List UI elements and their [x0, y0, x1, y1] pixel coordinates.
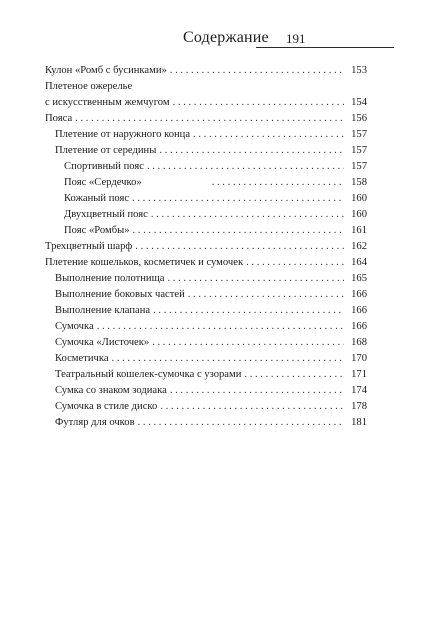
toc-dot-leader — [147, 159, 344, 175]
toc-entry — [45, 255, 367, 271]
toc-dot-leader — [97, 319, 344, 335]
toc-dot-leader — [193, 127, 344, 143]
toc-dot-leader — [188, 287, 344, 303]
page-number: 191 — [286, 31, 306, 46]
toc-dot-leader — [246, 255, 344, 271]
toc-entry — [55, 383, 367, 399]
toc-dot-leader — [160, 399, 344, 415]
toc-entry-page: 165 — [351, 273, 367, 284]
toc-dot-leader — [135, 239, 344, 255]
toc-entry-page: 160 — [351, 209, 367, 220]
toc-entry-title: Пояса — [45, 113, 73, 124]
toc-dot-leader — [138, 415, 344, 431]
toc-entry — [55, 287, 367, 303]
toc-dot-leader — [212, 175, 344, 191]
toc-entry-title: Двухцветный пояс — [64, 209, 148, 220]
toc-dot-leader — [159, 143, 344, 159]
toc-entry-page: 157 — [351, 161, 367, 172]
toc-entry — [55, 367, 367, 383]
toc-entry-page: 158 — [351, 177, 367, 188]
toc-dot-leader — [112, 351, 344, 367]
toc-entry-page: 153 — [351, 65, 367, 76]
toc-entry-title: Плетение кошельков, косметичек и сумочек — [45, 257, 244, 268]
toc-entry-title: Сумочка — [55, 321, 94, 332]
page-title: Содержание — [183, 29, 269, 46]
toc-entry-title: Спортивный пояс — [64, 161, 144, 172]
toc-entry-title: Сумочка в стиле диско — [55, 401, 158, 412]
toc-dot-leader — [153, 303, 344, 319]
toc-entry-title: Футляр для очков — [55, 417, 135, 428]
toc-entry-page: 166 — [351, 289, 367, 300]
toc-entry — [55, 351, 367, 367]
toc-entry-page: 160 — [351, 193, 367, 204]
toc-entry-title: Трехцветный шарф — [45, 241, 133, 252]
toc-entry — [64, 223, 367, 239]
toc-entry — [45, 79, 367, 95]
toc-entry-page: 174 — [351, 385, 367, 396]
toc-entry — [55, 271, 367, 287]
toc-entry — [45, 111, 367, 127]
toc-entry-page: 161 — [351, 225, 367, 236]
toc-entry-title: Пояс «Сердечко» — [64, 177, 142, 188]
toc-dot-leader — [167, 271, 344, 287]
toc-entry — [55, 143, 367, 159]
toc-entry-title: Сумочка «Листочек» — [55, 337, 150, 348]
toc-dot-leader — [132, 191, 344, 207]
toc-entry-title: Выполнение клапана — [55, 305, 151, 316]
toc-dot-leader — [170, 63, 344, 79]
toc-entry — [55, 399, 367, 415]
toc-entry — [55, 303, 367, 319]
toc-entry-page: 181 — [351, 417, 367, 428]
toc-entry-title: Выполнение боковых частей — [55, 289, 185, 300]
toc-entry — [45, 239, 367, 255]
toc-dot-leader — [151, 207, 344, 223]
toc-entry-page: 178 — [351, 401, 367, 412]
toc-entry-page: 168 — [351, 337, 367, 348]
toc-entry-title: Театральный кошелек-сумочка с узорами — [55, 369, 242, 380]
toc-entry-title: Плетеное ожерелье — [45, 81, 133, 92]
toc-entry-title: Выполнение полотнища — [55, 273, 165, 284]
toc-entry — [55, 415, 367, 431]
toc-entry-page: 154 — [351, 97, 367, 108]
toc-entry-page: 170 — [351, 353, 367, 364]
toc-entry-title: Плетение от наружного конца — [55, 129, 191, 140]
toc-entry-title: Косметичка — [55, 353, 109, 364]
toc-entry — [45, 95, 367, 111]
toc-entry-title: Сумка со знаком зодиака — [55, 385, 167, 396]
toc-entry-page: 157 — [351, 145, 367, 156]
toc-entry-page: 162 — [351, 241, 367, 252]
toc-entry — [64, 207, 367, 223]
toc-dot-leader — [244, 367, 344, 383]
toc-entry — [45, 63, 367, 79]
toc-entry — [64, 159, 367, 175]
toc-entry — [55, 127, 367, 143]
toc-entry-title: Плетение от середины — [55, 145, 157, 156]
toc-entry-title: с искусственным жемчугом — [45, 97, 170, 108]
toc-entry-title: Кожаный пояс — [64, 193, 130, 204]
toc-entry-page: 171 — [351, 369, 367, 380]
toc-entry-page: 156 — [351, 113, 367, 124]
toc-dot-leader — [152, 335, 344, 351]
toc-entry — [55, 335, 367, 351]
toc-dot-leader — [75, 111, 344, 127]
toc-entry-page: 164 — [351, 257, 367, 268]
toc-entry-page: 166 — [351, 321, 367, 332]
toc-entry — [64, 191, 367, 207]
toc-entry-page: 166 — [351, 305, 367, 316]
toc-entry-title: Пояс «Ромбы» — [64, 225, 130, 236]
toc-entry-title: Кулон «Ромб с бусинками» — [45, 65, 167, 76]
toc-dot-leader — [170, 383, 344, 399]
toc-entry-page: 157 — [351, 129, 367, 140]
toc-dot-leader — [173, 95, 344, 111]
toc-entry — [64, 175, 367, 191]
toc-entry — [55, 319, 367, 335]
toc-dot-leader — [133, 223, 345, 239]
